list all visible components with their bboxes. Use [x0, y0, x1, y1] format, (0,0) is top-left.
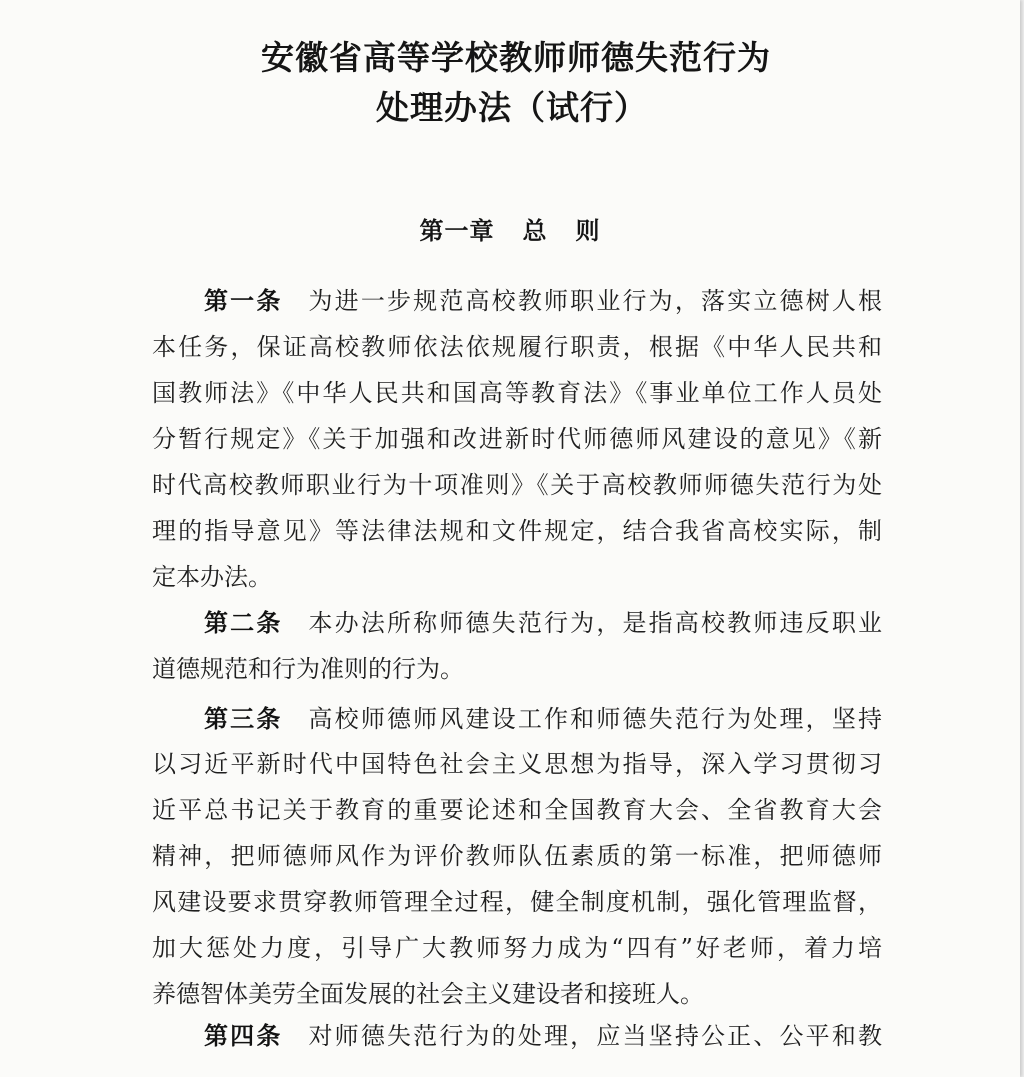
- article-label: 第四条: [204, 1022, 283, 1050]
- paragraph-line: 道德规范和行为准则的行为。: [152, 655, 464, 683]
- chapter-name-part-1: 总: [522, 217, 548, 245]
- article-label: 第三条: [204, 705, 283, 733]
- paragraph-line: 养德智体美劳全面发展的社会主义建设者和接班人。: [152, 980, 704, 1008]
- article-label: 第二条: [204, 609, 283, 637]
- paragraph-line: 精神，把师德师风作为评价教师队伍素质的第一标准，把师德师: [152, 842, 882, 870]
- paragraph-text: 对师德失范行为的处理，应当坚持公正、公平和教: [308, 1022, 882, 1050]
- paragraph-line: 理的指导意见》等法律法规和文件规定，结合我省高校实际，制: [152, 517, 882, 545]
- paragraph-text: 为进一步规范高校教师职业行为，落实立德树人根: [308, 287, 882, 315]
- article-3-line-1: [204, 703, 882, 735]
- chapter-number: 第一章: [419, 217, 495, 245]
- paragraph-line: 近平总书记关于教育的重要论述和全国教育大会、全省教育大会: [152, 796, 882, 824]
- paragraph-line: 时代高校教师职业行为十项准则》《关于高校教师师德失范行为处: [152, 471, 882, 499]
- paragraph-line: 以习近平新时代中国特色社会主义思想为指导，深入学习贯彻习: [152, 750, 882, 778]
- article-label: 第一条: [204, 287, 283, 315]
- paragraph-text: 本办法所称师德失范行为，是指高校教师违反职业: [308, 609, 882, 637]
- paragraph-line: 加大惩处力度，引导广大教师努力成为“四有”好老师，着力培: [152, 934, 882, 962]
- article-1-line-1: [204, 285, 882, 317]
- document-title-line-1: 安徽省高等学校教师师德失范行为: [261, 38, 771, 77]
- paragraph-line: 定本办法。: [152, 563, 272, 591]
- paragraph-text: 高校师德师风建设工作和师德失范行为处理，坚持: [308, 705, 882, 733]
- document-title-line-2: 处理办法（试行）: [376, 88, 648, 127]
- article-2-line-1: [204, 607, 882, 639]
- chapter-name-part-2: 则: [575, 217, 601, 245]
- chapter-heading: [0, 211, 1020, 246]
- paragraph-line: 国教师法》《中华人民共和国高等教育法》《事业单位工作人员处: [152, 379, 882, 407]
- paragraph-line: 分暂行规定》《关于加强和改进新时代师德师风建设的意见》《新: [152, 425, 882, 453]
- paragraph-line: 本任务，保证高校教师依法依规履行职责，根据《中华人民共和: [152, 333, 882, 361]
- paragraph-line: 风建设要求贯穿教师管理全过程，健全制度机制，强化管理监督，: [152, 888, 882, 916]
- article-4-line-1: [204, 1020, 882, 1052]
